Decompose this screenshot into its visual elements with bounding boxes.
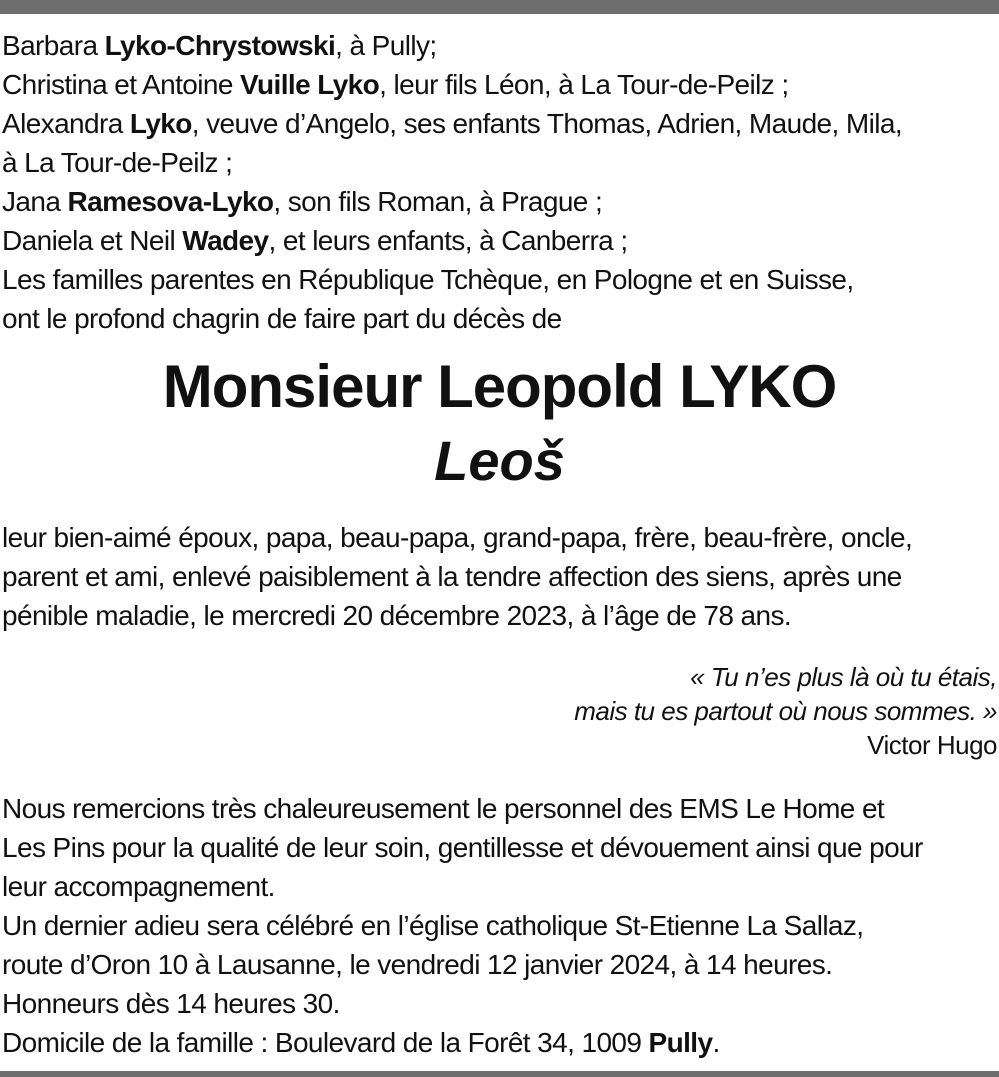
deceased-nickname: Leoš [434,429,565,492]
deceased-name: Monsieur Leopold LYKO [162,353,837,420]
family-line: ont le profond chagrin de faire part du décès de [2,303,562,334]
family-line: Daniela et Neil Wadey, et leurs enfants, à Canberra ; [2,225,628,256]
closing-line: Domicile de la famille : Boulevard de la Forêt 34, 1009 Pully. [2,1027,720,1058]
family-line: Alexandra Lyko, veuve d’Angelo, ses enfants Thomas, Adrien, Maude, Mila, [2,108,903,139]
closing-line: Honneurs dès 14 heures 30. [2,988,340,1019]
family-line: Les familles parentes en République Tchèque, en Pologne et en Suisse, [2,264,854,295]
family-list [2,26,999,338]
closing-line: route d’Oron 10 à Lausanne, le vendredi 12 janvier 2024, à 14 heures. [2,949,833,980]
deceased-heading [0,348,999,496]
tribute-line: parent et ami, enlevé paisiblement à la tendre affection des siens, après une [2,561,902,592]
quote-line: « Tu n’es plus là où tu étais, [690,662,997,692]
family-line: Jana Ramesova-Lyko, son fils Roman, à Prague ; [2,186,603,217]
quote-line: mais tu es partout où nous sommes. » [574,696,997,726]
top-rule [0,0,999,14]
closing-line: Les Pins pour la qualité de leur soin, gentillesse et dévouement ainsi que pour [2,832,923,863]
quote-author: Victor Hugo [867,730,997,760]
family-line: Christina et Antoine Vuille Lyko, leur fils Léon, à La Tour-de-Peilz ; [2,69,789,100]
tribute-line: pénible maladie, le mercredi 20 décembre 2023, à l’âge de 78 ans. [2,600,792,631]
quote [574,660,997,762]
bottom-rule [0,1071,999,1077]
family-line: Barbara Lyko-Chrystowski, à Pully; [2,30,437,61]
tribute-paragraph [2,518,999,635]
tribute-line: leur bien-aimé époux, papa, beau-papa, grand-papa, frère, beau-frère, oncle, [2,522,913,553]
closing-paragraph [2,789,999,1062]
closing-line: Nous remercions très chaleureusement le personnel des EMS Le Home et [2,793,885,824]
closing-line: Un dernier adieu sera célébré en l’église catholique St-Etienne La Sallaz, [2,910,864,941]
closing-line: leur accompagnement. [2,871,275,902]
family-line: à La Tour-de-Peilz ; [2,147,233,178]
